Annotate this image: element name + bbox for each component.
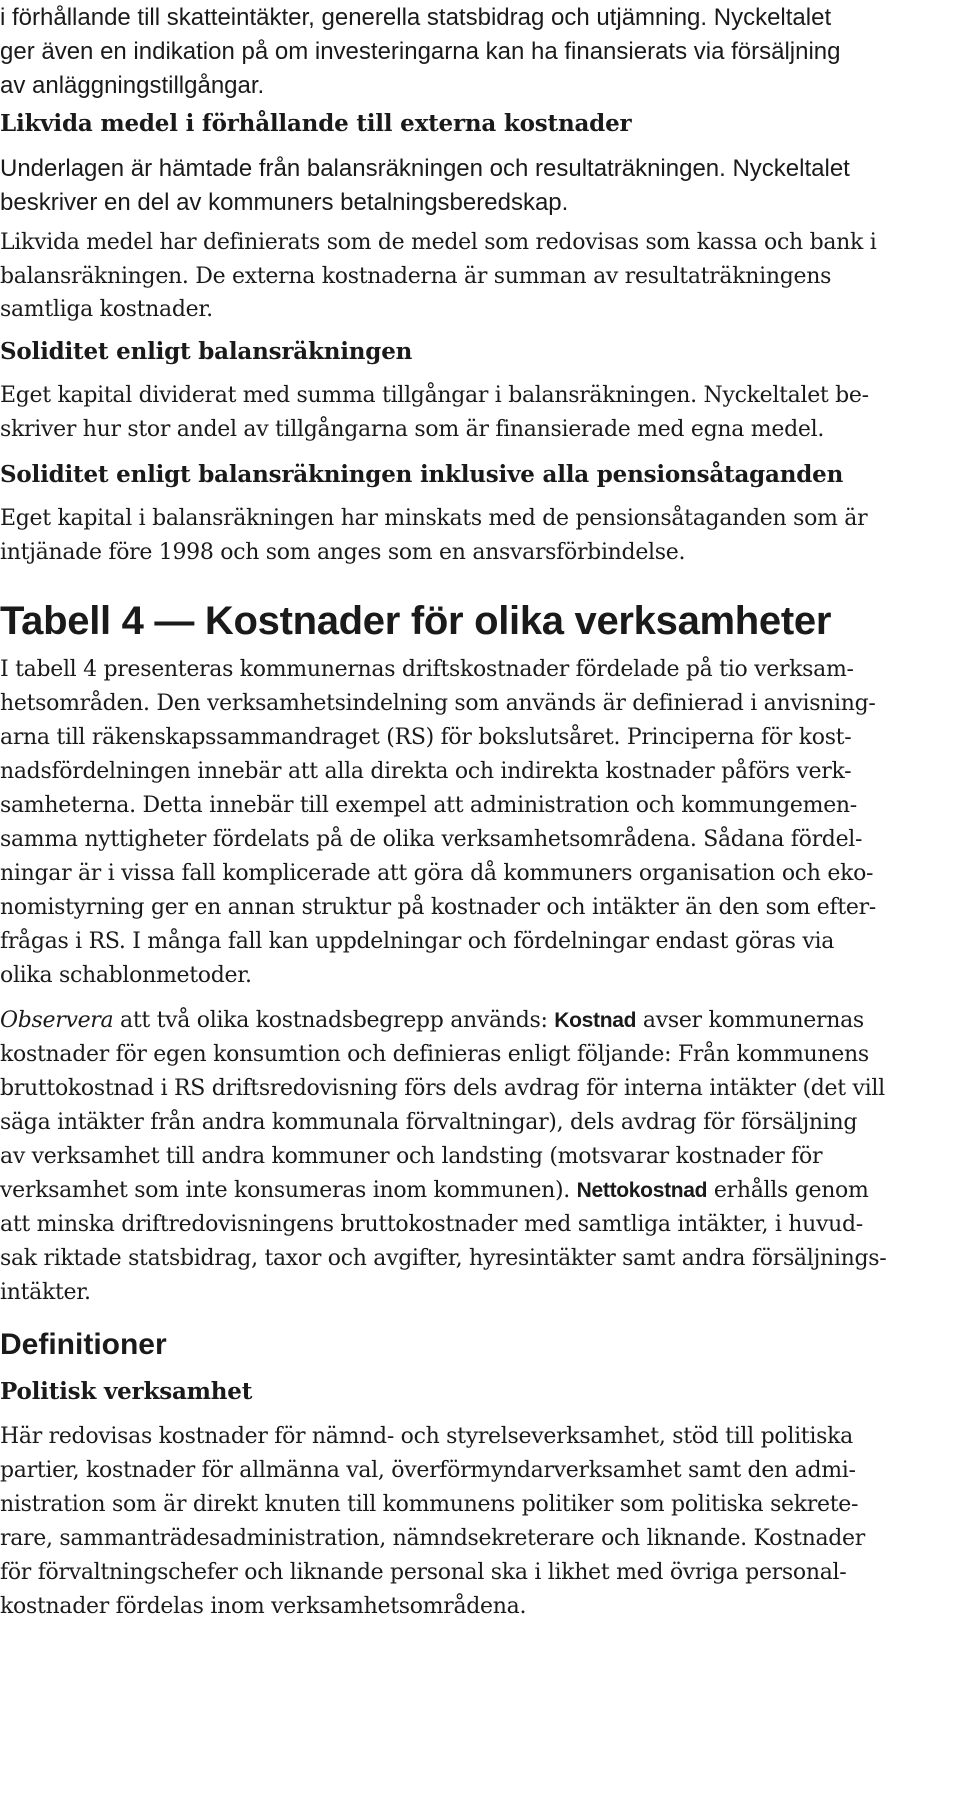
observera-line-6-start: verksamhet som inte konsumeras inom kommunen).	[0, 1178, 577, 1203]
tabell4-line-7: ningar är i vissa fall komplicerade att göra då kommuners organisation och eko-	[0, 861, 874, 886]
tabell4-line-1: I tabell 4 presenteras kommunernas driftskostnader fördelade på tio verksam-	[0, 657, 854, 682]
likvida-p2-line-2: balansräkningen. De externa kostnaderna är summan av resultaträkningens	[0, 264, 832, 289]
observera-line-5: av verksamhet till andra kommuner och landsting (motsvarar kostnader för	[0, 1144, 823, 1169]
tabell4-line-10: olika schablonmetoder.	[0, 963, 252, 988]
observera-line-4: säga intäkter från andra kommunala förvaltningar), dels avdrag för försäljning	[0, 1110, 858, 1135]
tabell4-line-4: nadsfördelningen innebär att alla direkta och indirekta kostnader påförs verk-	[0, 759, 852, 784]
definitioner-heading: Definitioner	[0, 1328, 167, 1361]
politisk-line-3: nistration som är direkt knuten till kommunens politiker som politiska sekrete-	[0, 1492, 859, 1517]
observera-line-6-tail: erhålls genom	[707, 1178, 869, 1203]
likvida-p1-line-1: Underlagen är hämtade från balansräkningen och resultaträkningen. Nyckeltalet	[0, 155, 850, 182]
soliditet-pension-heading: Soliditet enligt balansräkningen inklusive alla pensionsåtaganden	[0, 461, 844, 488]
tabell4-line-2: hetsområden. Den verksamhetsindelning som används är definierad i anvisning-	[0, 691, 876, 716]
soliditet-line-2: skriver hur stor andel av tillgångarna som är finansierade med egna medel.	[0, 417, 825, 442]
intro-line-2: ger även en indikation på om investeringarna kan ha finansierats via försäljning	[0, 38, 841, 65]
tabell4-line-3: arna till räkenskapssammandraget (RS) för bokslutsåret. Principerna för kost-	[0, 725, 852, 750]
observera-line-1	[0, 1010, 864, 1032]
soliditet-pension-line-1: Eget kapital i balansräkningen har minskats med de pensionsåtaganden som är	[0, 506, 868, 531]
observera-line-1-tail: avser kommunernas	[636, 1008, 864, 1033]
politisk-line-5: för förvaltningschefer och liknande personal ska i likhet med övriga personal-	[0, 1560, 847, 1585]
politisk-line-1: Här redovisas kostnader för nämnd- och styrelseverksamhet, stöd till politiska	[0, 1424, 853, 1449]
politisk-line-2: partier, kostnader för allmänna val, överförmyndarverksamhet samt den admi-	[0, 1458, 856, 1483]
tabell4-line-6: samma nyttigheter fördelats på de olika verksamhetsområdena. Sådana fördel-	[0, 827, 863, 852]
observera-line-1-rest: att två olika kostnadsbegrepp används:	[113, 1008, 555, 1033]
observera-line-8: sak riktade statsbidrag, taxor och avgifter, hyresintäkter samt andra försäljnings-	[0, 1246, 887, 1271]
likvida-p1-line-2: beskriver en del av kommuners betalningsberedskap.	[0, 189, 569, 216]
observera-line-6	[0, 1180, 869, 1202]
soliditet-pension-line-2: intjänade före 1998 och som anges som en ansvarsförbindelse.	[0, 540, 686, 565]
observera-line-9: intäkter.	[0, 1280, 91, 1305]
tabell4-line-5: samheterna. Detta innebär till exempel att administration och kommungemen-	[0, 793, 857, 818]
politisk-verksamhet-heading: Politisk verksamhet	[0, 1378, 253, 1405]
politisk-line-4: rare, sammanträdesadministration, nämndsekreterare och liknande. Kostnader	[0, 1526, 865, 1551]
likvida-p2-line-3: samtliga kostnader.	[0, 297, 213, 322]
tabell4-line-9: frågas i RS. I många fall kan uppdelningar och fördelningar endast göras via	[0, 929, 835, 954]
intro-line-1: i förhållande till skatteintäkter, generella statsbidrag och utjämning. Nyckeltalet	[0, 4, 832, 31]
soliditet-line-1: Eget kapital dividerat med summa tillgångar i balansräkningen. Nyckeltalet be-	[0, 383, 869, 408]
observera-line-3: bruttokostnad i RS driftsredovisning förs dels avdrag för interna intäkter (det vill	[0, 1076, 885, 1101]
observera-line-2: kostnader för egen konsumtion och definieras enligt följande: Från kommunens	[0, 1042, 869, 1067]
tabell4-line-8: nomistyrning ger en annan struktur på kostnader och intäkter än den som efter-	[0, 895, 876, 920]
observera-emphasis: Observera	[0, 1008, 114, 1033]
intro-line-3: av anläggningstillgångar.	[0, 72, 265, 99]
politisk-line-6: kostnader fördelas inom verksamhetsområdena.	[0, 1594, 527, 1619]
likvida-p2-line-1: Likvida medel har definierats som de medel som redovisas som kassa och bank i	[0, 230, 877, 255]
observera-line-7: att minska driftredovisningens bruttokostnader med samtliga intäkter, i huvud-	[0, 1212, 863, 1237]
tabell4-heading: Tabell 4 — Kostnader för olika verksamheter	[0, 599, 832, 643]
nettokostnad-term: Nettokostnad	[576, 1179, 708, 1202]
kostnad-term: Kostnad	[554, 1009, 637, 1032]
soliditet-heading: Soliditet enligt balansräkningen	[0, 338, 413, 365]
likvida-heading: Likvida medel i förhållande till externa kostnader	[0, 110, 632, 137]
